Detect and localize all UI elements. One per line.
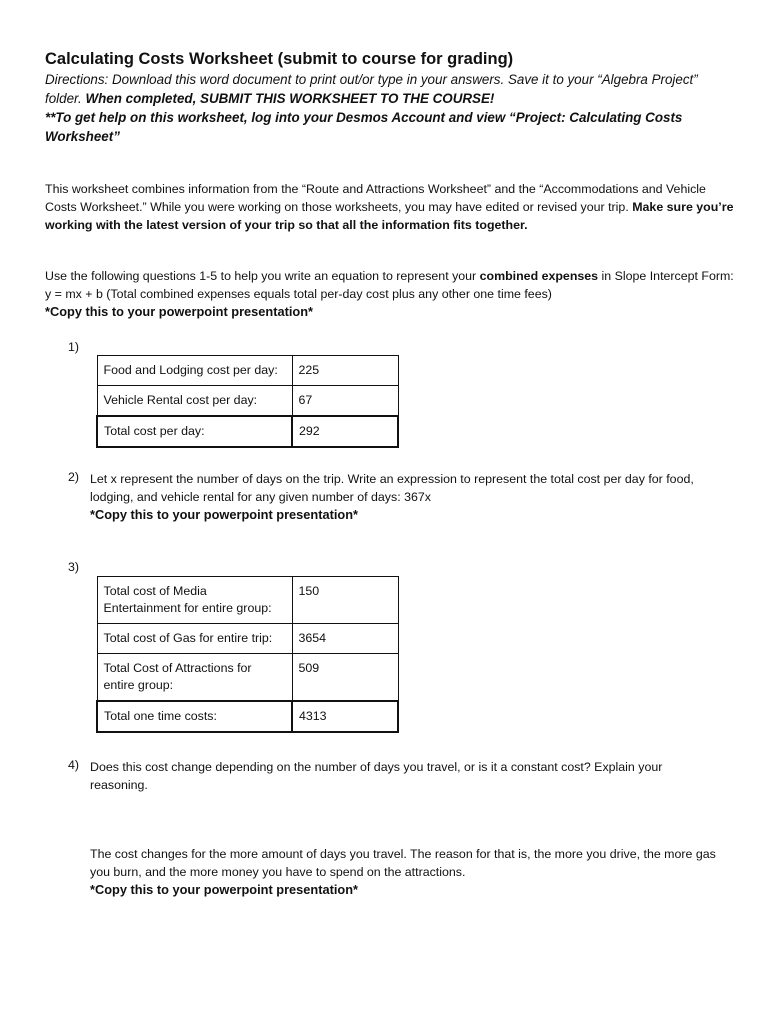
intro-paragraph: [45, 180, 735, 234]
intro-text: This worksheet combines information from the “Route and Attractions Worksheet” and the “Accommodations and Vehicle Costs Worksheet.” While you were working on those worksheets, you may have edited or revised your trip.: [45, 182, 706, 214]
copy-note: *Copy this to your powerpoint presentation*: [90, 507, 359, 522]
table-row: [97, 654, 398, 702]
table-row: [97, 386, 398, 417]
help-note: **To get help on this worksheet, log into your Desmos Account and view “Project: Calculating Costs Worksheet”: [45, 110, 683, 144]
row-label: Total cost per day:: [97, 416, 292, 447]
instructions-text: Use the following questions 1-5 to help you write an equation to represent your: [45, 269, 480, 283]
row-label: Total one time costs:: [97, 701, 292, 732]
directions-submit-note: When completed, SUBMIT THIS WORKSHEET TO THE COURSE!: [85, 91, 495, 106]
row-value[interactable]: 292: [292, 416, 398, 447]
instructions-text-after: in Slope Intercept Form: y = mx + b (Total combined expenses equals total per-day cost plus any other one time fees): [45, 269, 734, 301]
instructions-bold: combined expenses: [479, 269, 599, 283]
page-title: Calculating Costs Worksheet (submit to course for grading): [45, 50, 514, 68]
answer-4: [90, 845, 730, 899]
copy-note: *Copy this to your powerpoint presentation*: [45, 304, 314, 319]
question-number: 4): [68, 758, 80, 772]
question-2: [90, 470, 730, 524]
instructions-paragraph: [45, 267, 735, 321]
directions-prefix: Directions: Download this word document to print out/or type in your answers. Save it to your “Algebra Project” folder.: [45, 72, 698, 106]
directions-text: [45, 70, 735, 108]
question-number: 2): [68, 470, 80, 484]
question-text: Let x represent the number of days on the trip. Write an expression to represent the total cost per day for food, lodging, and vehicle rental for any given number of days: 367x: [90, 472, 694, 504]
question-4: [90, 758, 710, 794]
row-value[interactable]: 150: [292, 577, 398, 624]
table-row-total: [97, 416, 398, 447]
row-value[interactable]: 67: [292, 386, 398, 417]
row-value[interactable]: 3654: [292, 624, 398, 654]
table-row-total: [97, 701, 398, 732]
question-number: 1): [68, 340, 80, 354]
daily-costs-table: [96, 355, 399, 448]
question-number: 3): [68, 560, 80, 574]
row-value[interactable]: 4313: [292, 701, 398, 732]
table-row: [97, 624, 398, 654]
row-value[interactable]: 509: [292, 654, 398, 702]
row-label: Vehicle Rental cost per day:: [97, 386, 292, 417]
one-time-costs-table: [96, 576, 399, 733]
row-label: Total cost of Media Entertainment for entire group:: [97, 577, 292, 624]
row-label: Total cost of Gas for entire trip:: [97, 624, 292, 654]
worksheet-page: [45, 48, 735, 146]
table-row: [97, 577, 398, 624]
copy-note: *Copy this to your powerpoint presentation*: [90, 882, 359, 897]
row-value[interactable]: 225: [292, 356, 398, 386]
intro-bold-note: Make sure you’re working with the latest version of your trip so that all the information fits together.: [45, 200, 734, 232]
table-row: [97, 356, 398, 386]
row-label: Total Cost of Attractions for entire group:: [97, 654, 292, 702]
question-text: Does this cost change depending on the number of days you travel, or is it a constant cost? Explain your reasoning.: [90, 760, 663, 792]
answer-text[interactable]: The cost changes for the more amount of days you travel. The reason for that is, the more you drive, the more gas you burn, and the more money you have to spend on the attractions.: [90, 847, 716, 879]
row-label: Food and Lodging cost per day:: [97, 356, 292, 386]
